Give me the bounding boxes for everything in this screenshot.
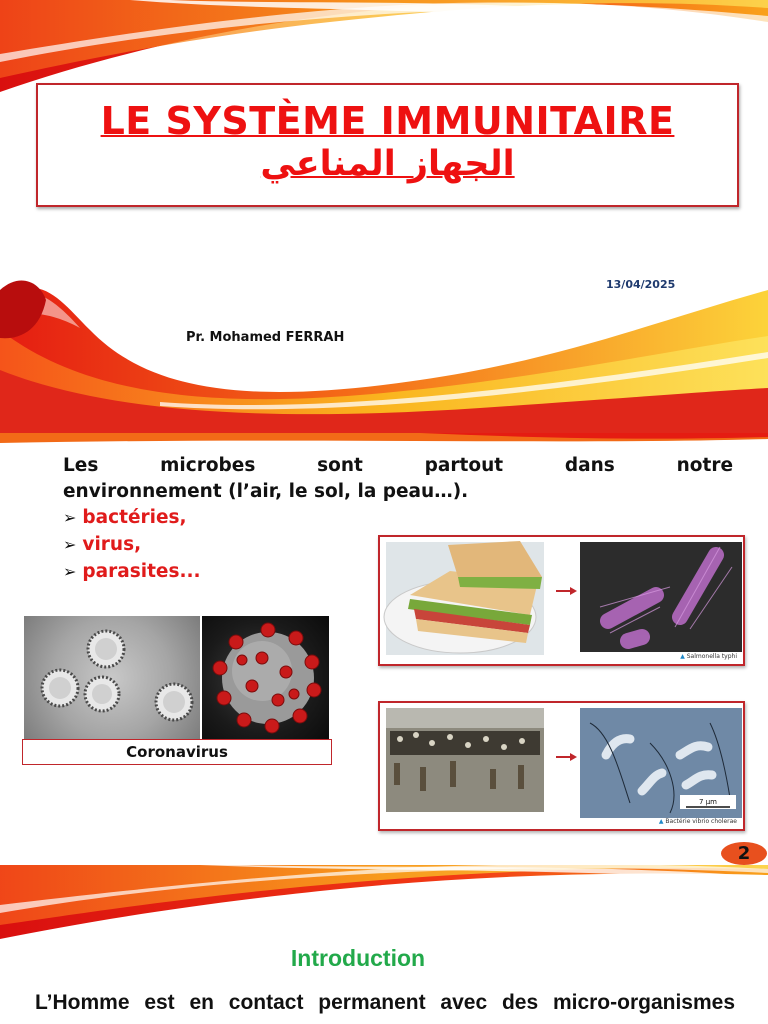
author-name: Pr. Mohamed FERRAH [186, 330, 345, 345]
top-edge-flame [0, 433, 768, 445]
cholera-image-card [378, 701, 745, 831]
introduction-text: L’Homme est en contact permanent avec des micro-organismes [35, 991, 735, 1014]
scale-bar-label: 7 µm [699, 798, 717, 806]
coronavirus-3d-render [202, 616, 329, 740]
coronavirus-micrograph [24, 616, 200, 740]
page-number-badge: 2 [721, 842, 767, 865]
slide-date: 13/04/2025 [606, 278, 676, 291]
arrow-bullet-icon: ➢ [63, 535, 77, 554]
coronavirus-caption: Coronavirus [22, 739, 332, 765]
top-flame-decoration [0, 0, 768, 433]
cholera-caption: ▲ Bactérie vibrio cholerae [658, 818, 737, 825]
salmonella-image-card [378, 535, 745, 666]
microbes-slide [0, 433, 768, 865]
paragraph-line-1: Les microbes sont partout dans notre [63, 455, 733, 476]
title-arabic: الجهاز المناعي [260, 144, 515, 184]
top-flame-decoration [0, 865, 768, 940]
arrow-bullet-icon: ➢ [63, 562, 77, 581]
arrow-bullet-icon: ➢ [63, 508, 77, 527]
microbe-type-list [63, 504, 201, 585]
section-heading: Introduction [290, 945, 426, 971]
list-item: ➢ virus, [63, 531, 201, 558]
list-item: ➢ parasites... [63, 558, 201, 585]
microbes-paragraph [63, 453, 733, 505]
salmonella-caption: ▲ Salmonella typhi [680, 653, 737, 660]
list-item: ➢ bactéries, [63, 504, 201, 531]
title-french: LE SYSTÈME IMMUNITAIRE [100, 99, 675, 143]
paragraph-line-2: environnement (l’air, le sol, la peau…). [63, 481, 469, 502]
introduction-slide [0, 865, 768, 1024]
title-box [36, 83, 739, 207]
title-slide [0, 0, 768, 433]
